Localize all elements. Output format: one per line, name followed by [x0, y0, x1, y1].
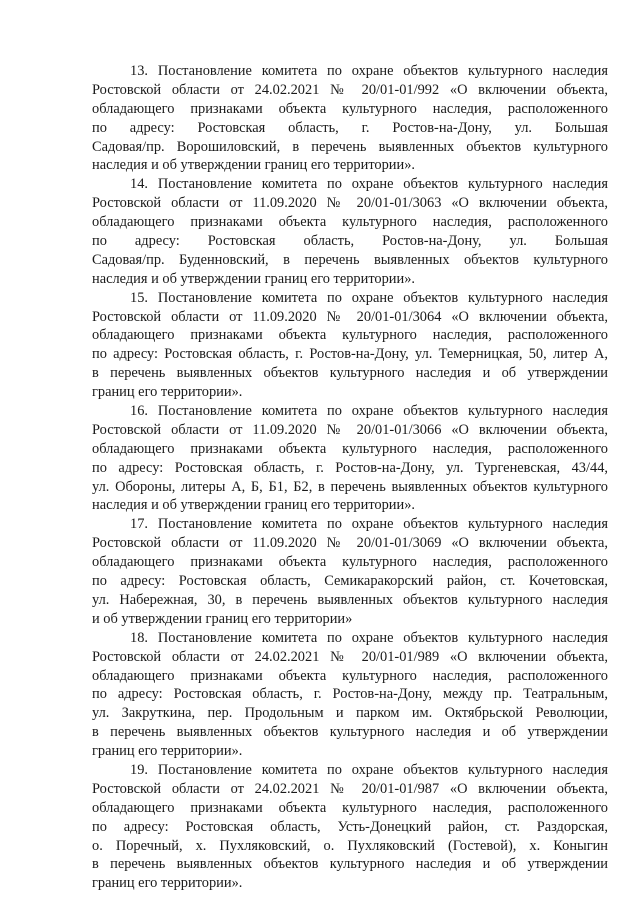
- paragraph-first-line: 19. Постановление комитета по охране объектов культурного наследия: [130, 761, 608, 778]
- paragraph-first-line: 14. Постановление комитета по охране объектов культурного наследия: [130, 176, 608, 193]
- paragraph-line: Садовая/пр. Ворошиловский, в перечень выявленных объектов культурного: [92, 138, 608, 155]
- paragraph-line: по адресу: Ростовская область, г. Ростов-на-Дону, ул. Темерницкая, 50, литер А,: [92, 346, 608, 363]
- paragraph-line: Ростовской области от 11.09.2020 № 20/01-01/3063 «О включении объекта,: [92, 195, 608, 212]
- paragraph-line: по адресу: Ростовская область, Семикаракорский район, ст. Кочетовская,: [92, 573, 608, 590]
- paragraph-line: по адресу: Ростовская область, г. Ростов-на-Дону, между пр. Театральным,: [92, 686, 608, 703]
- list-item-paragraph: [92, 289, 608, 402]
- paragraph-first-line: 15. Постановление комитета по охране объектов культурного наследия: [130, 289, 608, 306]
- paragraph-line: обладающего признаками объекта культурного наследия, расположенного: [92, 667, 608, 684]
- paragraph-line: Ростовской области от 11.09.2020 № 20/01-01/3066 «О включении объекта,: [92, 421, 608, 438]
- paragraph-line: по адресу: Ростовская область, г. Ростов-на-Дону, ул. Большая: [92, 119, 608, 136]
- paragraph-first-line: 13. Постановление комитета по охране объектов культурного наследия: [130, 63, 608, 79]
- paragraph-line: ул. Набережная, 30, в перечень выявленных объектов культурного наследия: [92, 591, 608, 608]
- list-item-paragraph: [92, 175, 608, 288]
- paragraph-line: обладающего признаками объекта культурного наследия, расположенного: [92, 214, 608, 231]
- paragraph-line: о. Поречный, х. Пухляковский, о. Пухляковский (Гостевой), х. Коныгин: [92, 837, 608, 854]
- paragraph-line: Ростовской области от 11.09.2020 № 20/01-01/3069 «О включении объекта,: [92, 535, 608, 552]
- paragraph-line: ул. Закруткина, пер. Продольным и парком им. Октябрьской Революции,: [92, 705, 608, 722]
- paragraph-line: Ростовской области от 11.09.2020 № 20/01-01/3064 «О включении объекта,: [92, 308, 608, 325]
- paragraph-line: Ростовской области от 24.02.2021 № 20/01-01/989 «О включении объекта,: [92, 648, 608, 665]
- paragraph-line: и об утверждении границ его территории»: [92, 610, 353, 627]
- paragraph-line: обладающего признаками объекта культурного наследия, расположенного: [92, 100, 608, 117]
- paragraph-first-line: 17. Постановление комитета по охране объектов культурного наследия: [130, 516, 608, 533]
- paragraph-first-line: 16. Постановление комитета по охране объектов культурного наследия: [130, 403, 608, 420]
- list-item-paragraph: [92, 62, 608, 175]
- paragraph-line: в перечень выявленных объектов культурного наследия и об утверждении: [92, 856, 608, 873]
- list-item-paragraph: [92, 761, 608, 893]
- paragraph-first-line: 18. Постановление комитета по охране объектов культурного наследия: [130, 629, 608, 646]
- list-item-paragraph: [92, 629, 608, 761]
- paragraph-line: обладающего признаками объекта культурного наследия, расположенного: [92, 440, 608, 457]
- paragraph-line: наследия и об утверждении границ его территории».: [92, 497, 416, 514]
- paragraph-line: по адресу: Ростовская область, г. Ростов-на-Дону, ул. Тургеневская, 43/44,: [92, 459, 608, 476]
- paragraph-line: обладающего признаками объекта культурного наследия, расположенного: [92, 327, 608, 344]
- paragraph-line: наследия и об утверждении границ его территории».: [92, 157, 416, 174]
- paragraph-line: в перечень выявленных объектов культурного наследия и об утверждении: [92, 365, 608, 382]
- paragraph-line: по адресу: Ростовская область, Усть-Донецкий район, ст. Раздорская,: [92, 818, 608, 835]
- paragraph-line: границ его территории».: [92, 875, 243, 892]
- paragraph-line: ул. Обороны, литеры А, Б, Б1, Б2, в перечень выявленных объектов культурного: [92, 478, 608, 495]
- paragraph-line: наследия и об утверждении границ его территории».: [92, 270, 416, 287]
- list-item-paragraph: [92, 515, 608, 628]
- paragraph-line: обладающего признаками объекта культурного наследия, расположенного: [92, 799, 608, 816]
- paragraph-line: границ его территории».: [92, 384, 243, 401]
- paragraph-line: в перечень выявленных объектов культурного наследия и об утверждении: [92, 724, 608, 741]
- paragraph-line: Ростовской области от 24.02.2021 № 20/01-01/987 «О включении объекта,: [92, 780, 608, 797]
- paragraph-line: Ростовской области от 24.02.2021 № 20/01-01/992 «О включении объекта,: [92, 81, 608, 98]
- paragraph-line: границ его территории».: [92, 743, 243, 760]
- list-item-paragraph: [92, 402, 608, 515]
- paragraph-line: Садовая/пр. Буденновский, в перечень выявленных объектов культурного: [92, 251, 608, 268]
- document-body: [92, 62, 608, 893]
- paragraph-line: обладающего признаками объекта культурного наследия, расположенного: [92, 554, 608, 571]
- paragraph-line: по адресу: Ростовская область, Ростов-на-Дону, ул. Большая: [92, 233, 608, 250]
